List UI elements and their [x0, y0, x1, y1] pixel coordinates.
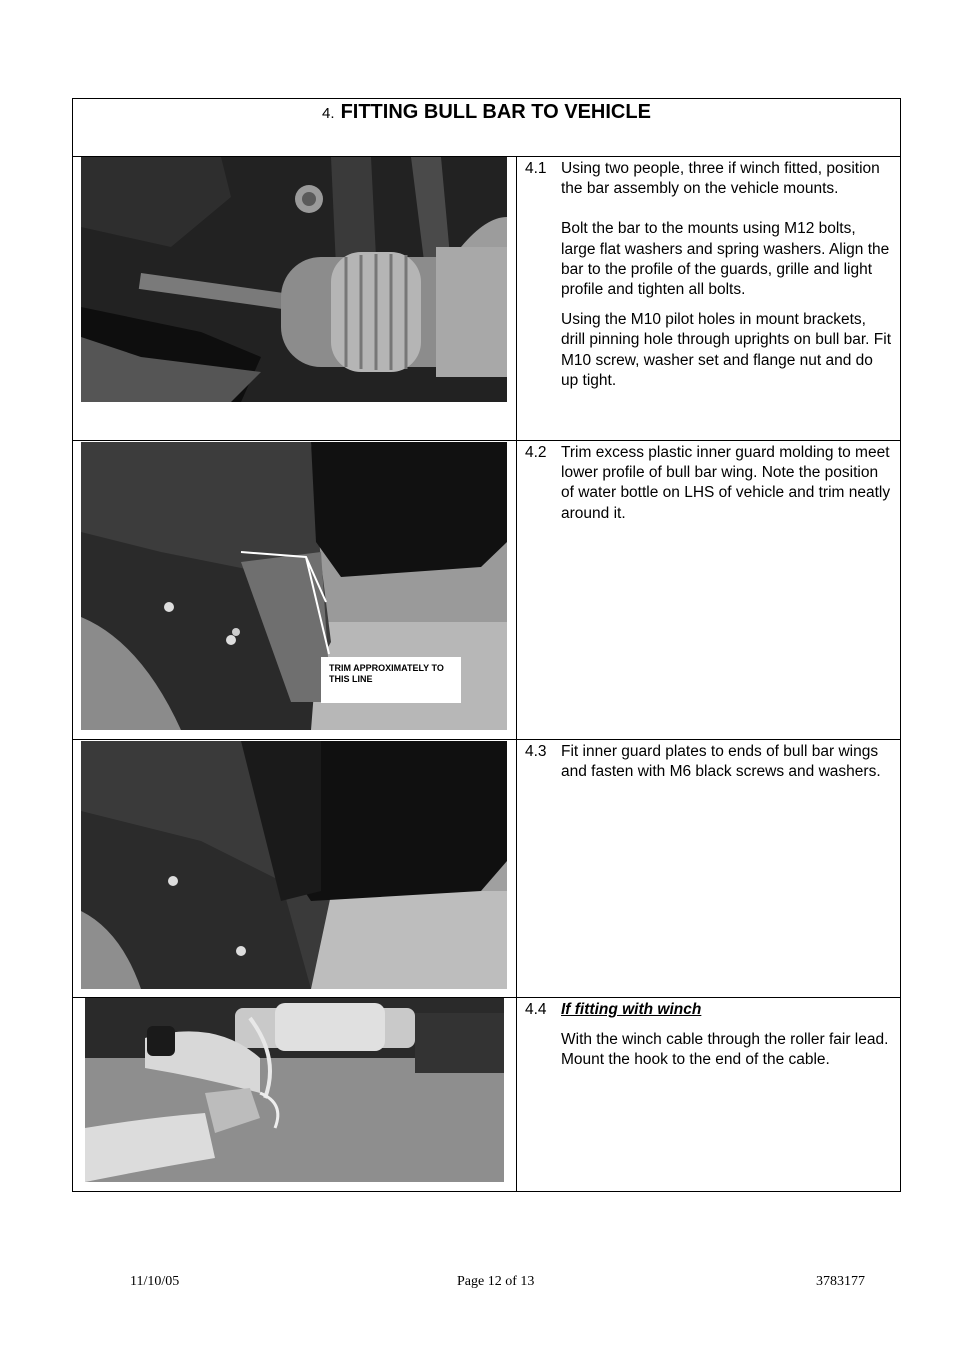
instruction-table [72, 98, 901, 1192]
step-image-cell [73, 998, 517, 1191]
section-header [73, 99, 900, 157]
step-row-4-1 [73, 157, 900, 441]
section-title: FITTING BULL BAR TO VEHICLE [340, 101, 651, 123]
trim-line-label: TRIM APPROXIMATELY TO THIS LINE [321, 657, 461, 703]
step-text-cell [517, 157, 900, 440]
winch-hook-photo [85, 998, 504, 1182]
step-heading: If fitting with winch [561, 1001, 702, 1018]
step-text-cell [517, 740, 900, 997]
step-4-1 [525, 159, 892, 199]
footer-date: 11/10/05 [130, 1274, 180, 1289]
step-number: 4.2 [525, 444, 547, 461]
step-4-3 [525, 742, 892, 782]
drill-photo [81, 157, 507, 402]
step-paragraph: Using the M10 pilot holes in mount brackets, drill pinning hole through uprights on bull bar. Fit M10 screw, washer set and flange nut and do up tight. [561, 311, 892, 389]
step-text-cell [517, 441, 900, 739]
step-number: 4.3 [525, 743, 547, 760]
footer-page-number: Page 12 of 13 [457, 1274, 535, 1289]
step-row-4-2 [73, 441, 900, 740]
inner-guard-plate-photo [81, 741, 507, 989]
step-4-4 [525, 1000, 892, 1020]
inner-guard-trim-photo [81, 442, 507, 730]
step-lead: Trim excess plastic inner guard molding to meet lower profile of bull bar wing. Note the position of water bottle on LHS of vehicle and trim neatly around it. [561, 444, 891, 522]
step-text-cell [517, 998, 900, 1191]
step-number: 4.1 [525, 160, 547, 177]
step-lead: Fit inner guard plates to ends of bull bar wings and fasten with M6 black screws and washers. [561, 743, 881, 781]
step-row-4-3 [73, 740, 900, 998]
step-paragraph: With the winch cable through the roller fair lead. Mount the hook to the end of the cable. [561, 1031, 889, 1069]
step-paragraph: Bolt the bar to the mounts using M12 bolts, large flat washers and spring washers. Align the bar to the profile of the guards, grille and light profile and tighten all bolts. [561, 220, 890, 299]
step-row-4-4 [73, 998, 900, 1191]
step-number: 4.4 [525, 1001, 547, 1018]
step-image-cell [73, 157, 517, 440]
step-image-cell [73, 441, 517, 739]
step-4-2 [525, 443, 892, 524]
section-number: 4. [322, 105, 335, 122]
step-lead: Using two people, three if winch fitted, position the bar assembly on the vehicle mounts. [561, 160, 880, 198]
footer-document-code: 3783177 [816, 1274, 865, 1289]
step-image-cell [73, 740, 517, 997]
